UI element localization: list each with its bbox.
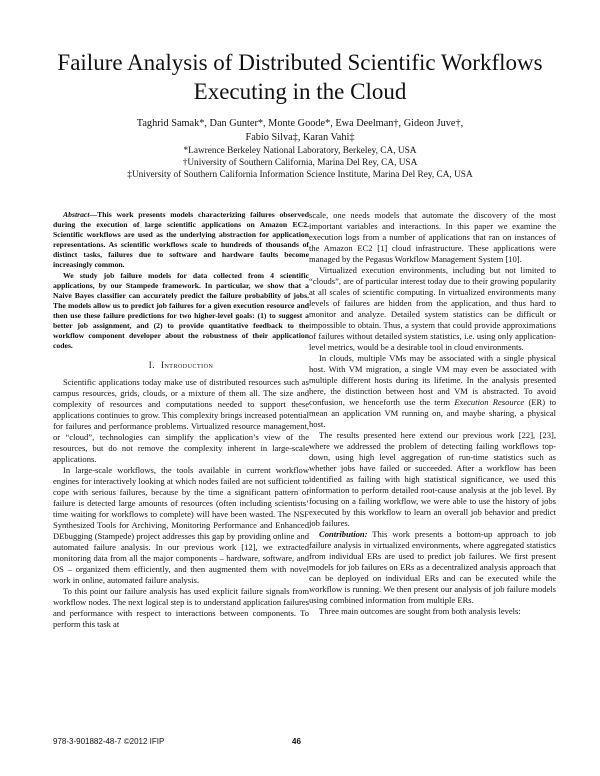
section-title: Introduction <box>160 360 214 371</box>
execution-resource-term: Execution Resource <box>454 397 525 407</box>
intro-paragraph-1: Scientific applications today make use of distributed resources such as campus resources, grids, clouds, or a mixture of them all. The size and complexity of resources and computations needed to support these applications continues to grow. This complexity brings increased potential for failures and performance problems. Virtualized resource management, or “cloud”, technologies can simplify the application’s view of the resources, but do not remove the complexity inherent in large-scale applications. <box>53 377 309 465</box>
affiliation-lbnl: *Lawrence Berkeley National Laboratory, Berkeley, CA, USA <box>183 146 417 156</box>
affiliation-usc-isi: ‡University of Southern California Information Science Institute, Marina Del Rey, CA, USA <box>127 169 473 180</box>
right-column <box>309 210 556 617</box>
left-column <box>53 210 309 630</box>
abstract-text-1: This work presents models characterizing failures observed during the execution of large scientific applications on Amazon EC2. Scientific workflows are used as the underlying abstraction for application representations. As scientific workflows scale to hundreds of thousands of distinct tasks, failures due to software and hardware faults become increasingly common. <box>53 210 309 270</box>
footer-isbn: 978-3-901882-48-7 ©2012 IFIP <box>53 737 165 746</box>
intro-paragraph-3: To this point our failure analysis has used explicit failure signals from workflow nodes. The next logical step is to understand application failures and performance with respect to interactions between components. To perform this task at <box>53 586 309 630</box>
right-paragraph-0: scale, one needs models that automate the discovery of the most important variables and interactions. In this paper we examine the execution logs from a number of applications that ran on instances of the Amazon EC2 [1] cloud infrastructure. These applications were managed by the Pegasus Workflow Management System [10]. <box>309 210 556 264</box>
paper-title <box>40 48 560 106</box>
author-list <box>40 117 560 144</box>
contribution-paragraph <box>309 529 556 606</box>
abstract-paragraph-1 <box>53 210 309 271</box>
intro-paragraph-2: In large-scale workflows, the tools available in current workflow engines for interactively looking at which nodes failed are not sufficient to cope with serious failures, because by the time a significant pattern of failure is detected large amounts of resources (often including scientists’ time waiting for workflows to complete) will have been wasted. The NSF Synthesized Tools for Archiving, Monitoring Performance and Enhanced DEbugging (Stampede) project addresses this gap by providing online and automated failure analysis. In our previous work [12], we extracted monitoring data from all the major components – hardware, software, and OS – organized them efficiently, and then augmented them with novel work in online, automated failure analysis. <box>53 465 309 586</box>
authors-line-1: Taghrid Samak*, Dan Gunter*, Monte Goode*, Ewa Deelman†, Gideon Juve†, <box>136 118 464 129</box>
right-p2-text-a: In clouds, multiple VMs may be associated with a single physical host. With VM migration, a single VM may even be associated with multiple different hosts during its lifetime. In the analysis presented here, the distinction between host and VM is abstracted. To avoid confusion, we henceforth use the term <box>309 353 556 407</box>
section-heading-introduction <box>53 360 309 371</box>
abstract-paragraph-2: We study job failure models for data collected from 4 scientific applications, by our Stampede framework. In particular, we show that a Naive Bayes classifier can accurately predict the failure probability of jobs. The models allow us to predict job failures for a given execution resource and then use these failure predictions for two higher-level goals: (1) to suggest a better job assignment, and (2) to provide quantitative feedback to the workflow component developer about the robustness of their application codes. <box>53 270 309 351</box>
section-number: I. <box>148 360 155 371</box>
authors-line-2: Fabio Silva‡, Karan Vahi‡ <box>245 131 355 143</box>
right-paragraph-3: The results presented here extend our previous work [22], [23], where we addressed the problem of detecting failing workflows top-down, using high level aggregation of run-time statistics such as whether jobs have failed or succeeded. After a workflow has been identified as failing with high statistical significance, we used this information to perform detailed root-cause analysis at the job level. By focusing on a failing workflow, we were able to use the history of jobs executed by this workflow to learn an overall job behavior and predict job failures. <box>309 430 556 528</box>
page-number: 46 <box>292 737 301 746</box>
affiliations <box>40 146 560 181</box>
contribution-lead: Contribution: <box>319 529 368 539</box>
right-paragraph-2 <box>309 353 556 430</box>
contribution-text: This work presents a bottom-up approach to job failure analysis in virtualized environments, where aggregated statistics from individual ERs are used to predict job failures. We first present models for job failures on ERs as a decentralized analysis approach that can be deployed on individual ERs and can be executed while the workflow is running. We then present our analysis of job failure models using combined information from multiple ERs. <box>309 529 556 605</box>
right-paragraph-5: Three main outcomes are sought from both analysis levels: <box>319 606 521 616</box>
title-line-2: Executing in the Cloud <box>193 79 407 104</box>
abstract-dash: — <box>89 210 98 219</box>
right-paragraph-1: Virtualized execution environments, including but not limited to “clouds”, are of particular interest today due to their growing popularity at all scales of scientific computing. In virtualized environments many levels of failures are hidden from the application, and thus hard to monitor and analyze. Detailed system statistics can be difficult or impossible to obtain. Thus, a system that could provide approximations of failures without detailed system statistics, i.e. using only application-level metrics, would be a desirable tool in cloud environments. <box>309 265 556 352</box>
affiliation-usc: †University of Southern California, Marina Del Rey, CA, USA <box>182 157 418 168</box>
title-line-1: Failure Analysis of Distributed Scientific Workflows <box>57 50 543 75</box>
abstract-lead: Abstract <box>63 210 90 219</box>
right-p2-text-b: (ER) to mean an application VM running on, and maybe sharing, a physical host. <box>309 397 556 429</box>
